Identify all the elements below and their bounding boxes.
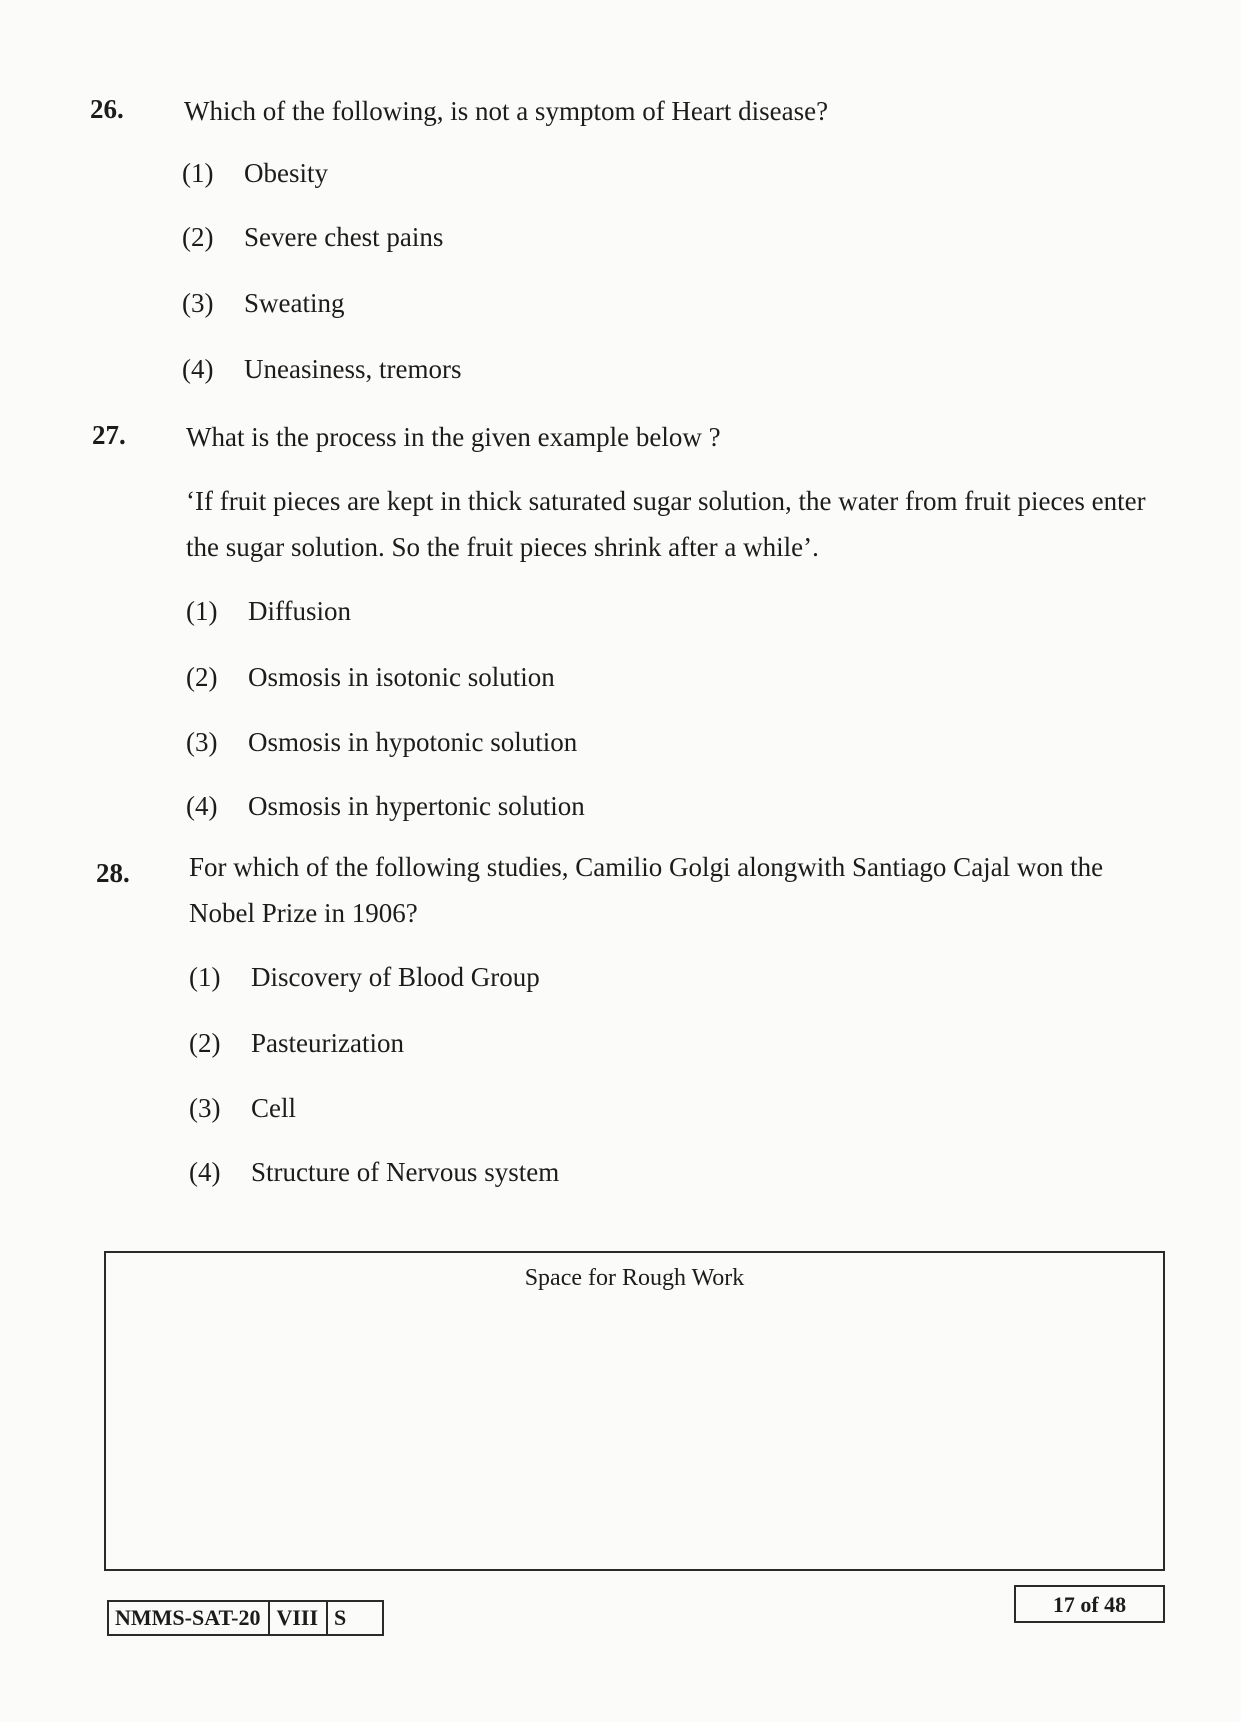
question-text: Which of the following, is not a symptom of Heart disease? (184, 96, 829, 126)
question-text: What is the process in the given example below ? (186, 422, 721, 452)
option-text: Sweating (244, 288, 345, 318)
option-label: (2) (186, 662, 218, 692)
example-text: ‘If fruit pieces are kept in thick saturated sugar solution, the water from fruit pieces enter the sugar solution. So the fruit pieces shrink after a while’. (186, 486, 1146, 562)
option-label: (2) (182, 222, 214, 252)
option-text: Osmosis in isotonic solution (248, 662, 555, 692)
option-text: Uneasiness, tremors (244, 354, 462, 384)
option-label: (4) (182, 354, 214, 384)
option-1 (182, 158, 328, 189)
option-label: (3) (189, 1093, 221, 1123)
rough-work-title: Space for Rough Work (524, 1265, 745, 1291)
option-1 (186, 596, 351, 627)
option-4 (186, 791, 585, 822)
option-3 (182, 288, 345, 319)
option-2 (182, 222, 443, 253)
option-label: (3) (182, 288, 214, 318)
question-text: For which of the following studies, Camilio Golgi alongwith Santiago Cajal won the Nobel Prize in 1906? (189, 852, 1104, 928)
option-text: Osmosis in hypertonic solution (248, 791, 585, 821)
page-number: 17 of 48 (1014, 1585, 1165, 1623)
option-1 (189, 962, 540, 993)
question-number: 26. (90, 94, 124, 124)
option-label: (4) (186, 791, 218, 821)
option-2 (186, 662, 555, 693)
option-text: Cell (251, 1093, 296, 1123)
rough-work-box (104, 1251, 1165, 1571)
question-number: 27. (92, 420, 126, 450)
option-label: (3) (186, 727, 218, 757)
option-text: Obesity (244, 158, 328, 188)
option-text: Severe chest pains (244, 222, 444, 252)
option-text: Diffusion (248, 596, 352, 626)
option-label: (1) (189, 962, 221, 992)
class-code: VIII (270, 1602, 328, 1634)
set-code: S (334, 1605, 347, 1630)
option-text: Osmosis in hypotonic solution (248, 727, 578, 757)
option-text: Structure of Nervous system (251, 1157, 560, 1187)
option-label: (1) (182, 158, 214, 188)
option-text: Pasteurization (251, 1028, 404, 1058)
option-text: Discovery of Blood Group (251, 962, 540, 992)
option-4 (189, 1157, 559, 1188)
question-number: 28. (96, 858, 130, 888)
exam-code: NMMS-SAT-20 (109, 1602, 270, 1634)
option-label: (4) (189, 1157, 221, 1187)
option-label: (2) (189, 1028, 221, 1058)
exam-code-box (107, 1600, 384, 1636)
option-3 (189, 1093, 296, 1124)
option-3 (186, 727, 577, 758)
option-4 (182, 354, 461, 385)
option-2 (189, 1028, 404, 1059)
option-label: (1) (186, 596, 218, 626)
